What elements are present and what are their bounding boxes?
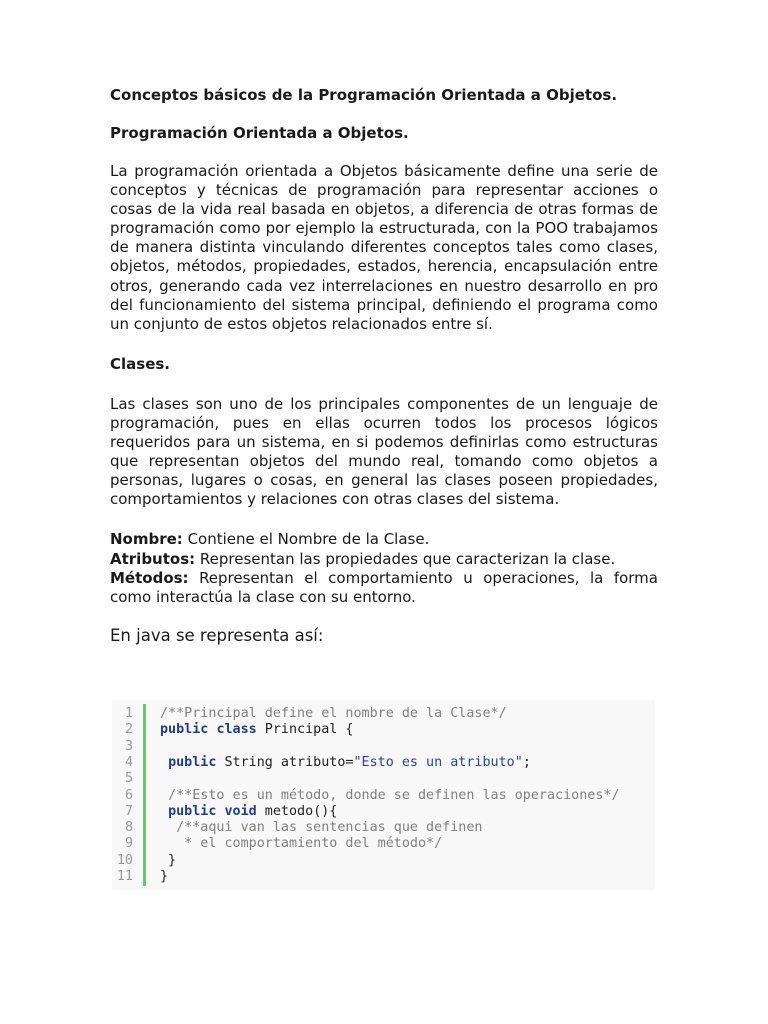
clases-paragraph: Las clases son uno de los principales componentes de un lenguaje de programación, pues en ellas ocurren todos los procesos lógicos requeridos para un sistema, en si podemos definirlas como estructuras que representan objetos del mundo real, tomando como objetos a personas, lugares o cosas, en general las clases poseen propiedades, comportamientos y relaciones con otras clases del sistema. <box>110 394 658 509</box>
definition-desc: Contiene el Nombre de la Clase. <box>187 530 430 549</box>
section-heading-clases: Clases. <box>110 354 170 373</box>
code-line <box>112 836 443 852</box>
line-number: 11 <box>116 869 133 884</box>
code-line <box>112 771 133 787</box>
poo-paragraph: La programación orientada a Objetos básicamente define una serie de conceptos y técnicas de programación para representar acciones o cosas de la vida real basada en objetos, a diferencia de otras formas de programación como por ejemplo la estructurada, con la POO trabajamos de manera distinta vinculando diferentes conceptos tales como clases, objetos, métodos, propiedades, estados, herencia, encapsulación entre otros, generando cada vez interrelaciones en nuestro desarrollo en pro del funcionamiento del sistema principal, definiendo el programa como un conjunto de estos objetos relacionados entre sí. <box>110 162 658 333</box>
definition-term: Nombre: <box>110 530 183 549</box>
code-line <box>112 803 338 820</box>
line-number: 3 <box>124 738 133 754</box>
section-heading-poo: Programación Orientada a Objetos. <box>110 124 409 142</box>
code-text: public void metodo(){ <box>168 803 338 819</box>
code-text: * el comportamiento del método*/ <box>160 836 443 852</box>
code-line <box>112 739 133 755</box>
code-line <box>112 787 620 804</box>
line-number: 5 <box>124 771 133 787</box>
code-gutter-bar <box>143 704 146 886</box>
document-title: Conceptos básicos de la Programación Orientada a Objetos. <box>110 86 618 104</box>
line-number: 1 <box>124 706 133 721</box>
definition-item <box>110 569 658 607</box>
line-number: 10 <box>116 852 133 868</box>
code-text: public String atributo="Esto es un atributo"; <box>168 754 531 770</box>
definitions-list <box>110 530 658 606</box>
definition-term: Métodos: <box>110 568 189 587</box>
definition-desc: Representan el comportamiento u operaciones, la forma como interactúa la clase con su entorno. <box>110 568 658 606</box>
code-line <box>112 722 354 738</box>
line-number: 2 <box>124 722 133 738</box>
definition-desc: Representan las propiedades que caracterizan la clase. <box>199 549 616 568</box>
definition-item <box>110 550 658 569</box>
line-number: 6 <box>124 787 133 803</box>
definition-term: Atributos: <box>110 549 196 568</box>
line-number: 7 <box>124 803 133 819</box>
line-number: 8 <box>124 820 133 836</box>
line-number: 4 <box>124 754 133 770</box>
code-text: /**aqui van las sentencias que definen <box>176 820 483 836</box>
java-intro: En java se representa así: <box>110 625 324 645</box>
code-text: /**Esto es un método, donde se definen las operaciones*/ <box>168 787 620 803</box>
code-text: } <box>160 869 169 884</box>
definition-item <box>110 530 658 549</box>
code-line <box>112 706 507 722</box>
code-block <box>112 700 655 890</box>
code-line <box>112 754 531 771</box>
code-line <box>112 869 169 885</box>
line-number: 9 <box>124 836 133 852</box>
code-text: public class Principal { <box>160 722 354 738</box>
code-line <box>112 852 177 869</box>
code-text: } <box>160 852 177 868</box>
code-line <box>112 820 483 836</box>
document-body <box>110 86 658 647</box>
code-text: /**Principal define el nombre de la Clase*/ <box>160 706 507 721</box>
